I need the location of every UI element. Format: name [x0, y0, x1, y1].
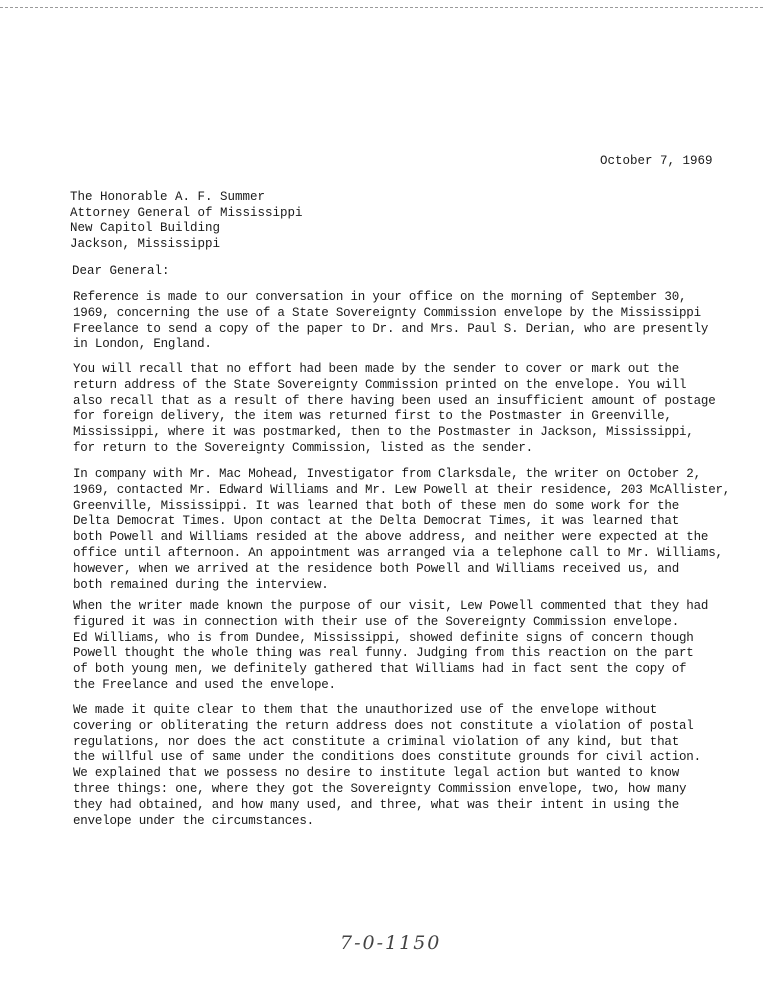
letter-date: October 7, 1969	[600, 154, 713, 168]
paragraph-line: Greenville, Mississippi. It was learned that both of these men do some work for the	[73, 498, 680, 513]
paragraph-line: of both young men, we definitely gathered that Williams had in fact sent the copy of	[73, 662, 687, 677]
paragraph-line: Mississippi, where it was postmarked, then to the Postmaster in Jackson, Mississippi,	[73, 425, 694, 440]
paragraph-line: Reference is made to our conversation in your office on the morning of September 30,	[73, 290, 687, 304]
paragraph-line: they had obtained, and how many used, and three, what was their intent in using the	[73, 797, 680, 812]
page-top-edge	[0, 0, 763, 8]
paragraph-line: Powell thought the whole thing was real funny. Judging from this reaction on the part	[73, 646, 694, 661]
paragraph-line: Delta Democrat Times. Upon contact at the Delta Democrat Times, it was learned that	[73, 514, 680, 529]
paragraph-line: In company with Mr. Mac Mohead, Investigator from Clarksdale, the writer on October 2,	[73, 467, 701, 481]
paragraph-line: figured it was in connection with their use of the Sovereignty Commission envelope.	[73, 614, 680, 629]
paragraph-line: the willful use of same under the conditions does constitute grounds for civil action.	[73, 750, 701, 765]
paragraph-line: Ed Williams, who is from Dundee, Mississippi, showed definite signs of concern though	[73, 630, 694, 645]
paragraph-line: three things: one, where they got the Sovereignty Commission envelope, two, how many	[73, 781, 687, 796]
paragraph-line: return address of the State Sovereignty Commission printed on the envelope. You will	[73, 377, 687, 392]
paragraph-line: in London, England.	[73, 337, 212, 352]
paragraph-purpose-of-visit	[73, 599, 763, 694]
paragraph-contact-visit	[73, 467, 763, 593]
paragraph-line: covering or obliterating the return address does not constitute a violation of postal	[73, 718, 694, 733]
paragraph-line: When the writer made known the purpose of our visit, Lew Powell commented that they had	[73, 599, 709, 613]
paragraph-line: both Powell and Williams resided at the above address, and neither were expected at the	[73, 530, 709, 545]
paragraph-line: both remained during the interview.	[73, 577, 329, 592]
paragraph-line: for return to the Sovereignty Commission, listed as the sender.	[73, 440, 533, 455]
paragraph-line: however, when we arrived at the residence both Powell and Williams received us, and	[73, 561, 680, 576]
paragraph-line: 1969, concerning the use of a State Sovereignty Commission envelope by the Mississippi	[73, 305, 701, 320]
paragraph-return-address	[73, 362, 763, 457]
paragraph-line: 1969, contacted Mr. Edward Williams and Mr. Lew Powell at their residence, 203 McAllister,	[73, 482, 731, 497]
address-line: New Capitol Building	[70, 221, 221, 235]
paragraph-legal-explanation	[73, 703, 763, 829]
recipient-address-block	[70, 190, 303, 252]
handwritten-file-number: 7-0-1150	[340, 932, 442, 954]
paragraph-line: the Freelance and used the envelope.	[73, 677, 336, 692]
paragraph-line: envelope under the circumstances.	[73, 813, 314, 828]
address-line: The Honorable A. F. Summer	[70, 190, 266, 204]
paragraph-line: You will recall that no effort had been made by the sender to cover or mark out the	[73, 362, 680, 376]
paragraph-line: for foreign delivery, the item was returned first to the Postmaster in Greenville,	[73, 409, 672, 424]
paragraph-line: also recall that as a result of there having been used an insufficient amount of postage	[73, 393, 716, 408]
paragraph-line: Freelance to send a copy of the paper to Dr. and Mrs. Paul S. Derian, who are presently	[73, 321, 709, 336]
address-line: Jackson, Mississippi	[70, 236, 221, 251]
paragraph-line: regulations, nor does the act constitute a criminal violation of any kind, but that	[73, 734, 680, 749]
paragraph-line: We made it quite clear to them that the unauthorized use of the envelope without	[73, 703, 658, 717]
salutation: Dear General:	[72, 264, 170, 278]
paragraph-line: We explained that we possess no desire to institute legal action but wanted to know	[73, 766, 680, 781]
address-line: Attorney General of Mississippi	[70, 205, 303, 220]
paragraph-line: office until afternoon. An appointment was arranged via a telephone call to Mr. Williams,	[73, 545, 723, 560]
paragraph-conversation-reference	[73, 290, 763, 353]
